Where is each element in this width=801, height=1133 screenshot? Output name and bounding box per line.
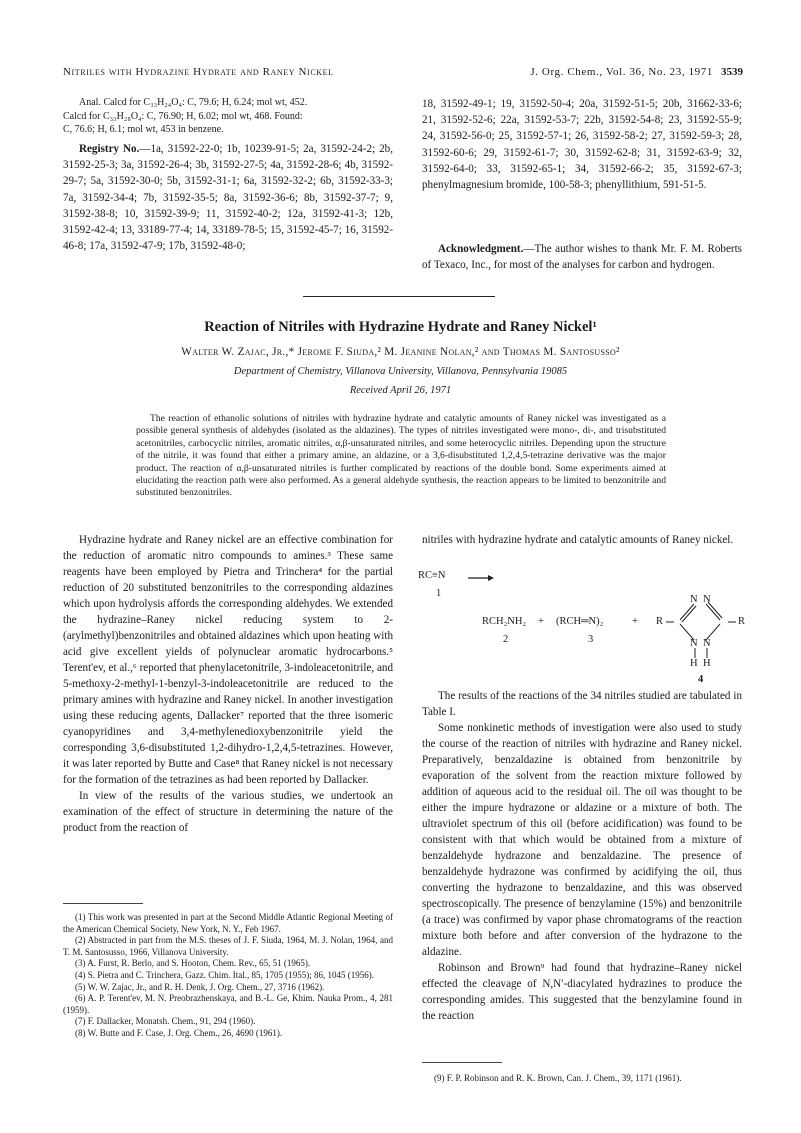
hydrogen-atom: H: [690, 658, 698, 669]
reaction-scheme: [418, 566, 748, 686]
article-affiliation: Department of Chemistry, Villanova University, Villanova, Pennsylvania 19085: [233, 366, 568, 377]
ring-nitrogen: N: [690, 594, 698, 605]
footnote: (1) This work was presented in part at the Second Middle Atlantic Regional Meeting of the American Chemical Society, New York, N. Y., Feb 1967.: [63, 912, 393, 934]
article-separator: [303, 296, 495, 297]
footnote-rule: [63, 903, 143, 904]
acknowledgment: [422, 241, 742, 273]
page-number: 3539: [721, 66, 743, 78]
scheme-graphics: [418, 566, 748, 691]
substituent-r: R: [656, 616, 664, 627]
compound-number: 2: [503, 634, 509, 645]
plus-sign: +: [538, 616, 544, 627]
journal-citation: J. Org. Chem., Vol. 36, No. 23, 1971: [530, 66, 713, 78]
product-amine: RCH₂NH₂: [482, 616, 527, 627]
ring-nitrogen: N: [690, 638, 698, 649]
abstract: The reaction of ethanolic solutions of nitriles with hydrazine hydrate and catalytic amounts of Raney nickel was investigated as a possible general synthesis of aldehydes (isolated as the aldazines). The types of nitriles investigated were mono-, di-, and trisubstituted acetonitriles, carbocyclic nitriles, aromatic nitriles, α,β-unsaturated nitriles, and some heterocyclic nitriles. Depending upon the structure of the nitrile, it was found that either a primary amine, an aldazine, or a 3,6-disubstituted 1,2,4,5-tetrazine derivative was the major product. The reaction of α,β-unsaturated nitriles is further complicated by reactions of the double bond. Some experiments aimed at elucidating the reaction path were also performed. As a general aldehyde synthesis, the reaction appears to be limited to benzonitrile and substituted benzonitriles.: [136, 413, 666, 499]
registry-label: Registry No.: [79, 143, 140, 155]
body-paragraph: The results of the reactions of the 34 nitriles studied are tabulated in Table I.: [422, 690, 742, 718]
product-aldazine: (RCH═N)₂: [556, 616, 604, 627]
substituent-r: R: [738, 616, 746, 627]
body-paragraph: In view of the results of the various studies, we undertook an examination of the effect of structure in determining the nature of the product from the reaction of: [63, 790, 393, 834]
body-right-intro: [422, 532, 742, 548]
footnote: (3) A. Furst, R. Berlo, and S. Hooton, Chem. Rev., 65, 51 (1965).: [75, 958, 311, 969]
reaction-arrowhead: [488, 575, 494, 581]
footnote: (2) Abstracted in part from the M.S. theses of J. F. Siuda, 1964, M. J. Nolan, 1964, and T. M. Santosusso, 1966, Villanova University.: [63, 935, 393, 957]
footnote: (5) W. W. Zajac, Jr., and R. H. Denk, J. Org. Chem., 27, 3716 (1962).: [75, 981, 325, 992]
analysis-line: Calcd for C₃₃H₂₈O₄: C, 76.90; H, 6.02; mol wt, 468. Found:: [63, 110, 303, 122]
body-paragraph: nitriles with hydrazine hydrate and catalytic amounts of Raney nickel.: [422, 534, 734, 546]
compound-number: 1: [436, 588, 442, 599]
analysis-line: Anal. Calcd for C₃₃H₂₄O₄: C, 79.6; H, 6.24; mol wt, 452.: [79, 97, 308, 108]
body-paragraph: Robinson and Brown⁹ had found that hydrazine–Raney nickel effected the cleavage of N,N′-diacylated hydrazines to produce the corresponding amides. This suggested that the benzylamine found in the reaction: [422, 962, 742, 1022]
reactant-nitrile: RC≡N: [418, 570, 446, 581]
ring-nitrogen: N: [703, 594, 711, 605]
prev-analysis-block: [63, 96, 393, 137]
article-authors: Walter W. Zajac, Jr.,* Jerome F. Siuda,² M. Jeanine Nolan,² and Thomas M. Santosusso²: [181, 346, 620, 358]
tetrazine-ring: [666, 602, 736, 658]
article-title: Reaction of Nitriles with Hydrazine Hydrate and Raney Nickel¹: [204, 319, 597, 335]
body-left-column: [63, 532, 393, 836]
received-date: Received April 26, 1971: [349, 385, 452, 396]
footnote-rule: [422, 1062, 502, 1063]
body-paragraph: Hydrazine hydrate and Raney nickel are an effective combination for the reduction of aromatic nitro compounds to amines.³ These same reagents have been employed by Pietra and Trinchera⁴ for the partial reduction of 20 substituted benzonitriles to the corresponding aldazines which upon hydrolysis affords the corresponding aldehydes. We extended the hydrazine–Raney nickel reducing system to 2-(arylmethyl)benzonitriles and obtained aldazines which upon heating with acid give excellent yields of polynuclear aromatic hydrocarbons.⁵ Terent'ev, et al.,⁶ reported that phenylacetonitrile, 3-indoleacetonitrile, and 5-methoxy-2-methyl-1-benzyl-3-indoleacetonitrile are reduced to the primary amines with hydrazine and Raney nickel. In another investigation using these reducing agents, Dallacker⁷ reported that the three isomeric cyanopyridines and 3,4-methylenedioxybenzonitrile yield the corresponding 3,6-disubstituted 1,2-dihydro-1,2,4,5-tetrazines. However, it was later reported by Butte and Case⁸ that Raney nickel is not necessary for the formation of the tetrazines as had been reported by Dallacker.: [63, 534, 393, 786]
footnotes: [63, 912, 393, 1040]
body-right-column: [422, 688, 742, 1024]
hydrogen-atom: H: [703, 658, 711, 669]
registry-list: —1a, 31592-22-0; 1b, 10239-91-5; 2a, 31592-24-2; 2b, 31592-25-3; 3a, 31592-26-4; 3b, 31592-27-5; 4a, 31592-28-6; 4b, 31592-29-7; 5a, 31592-30-0; 5b, 31592-31-1; 6a, 31592-32-2; 6b, 31592-33-3; 7a, 31592-34-4; 7b, 31592-35-5; 8a, 31592-36-6; 8b, 31592-37-7; 9, 31592-38-8; 10, 31592-39-9; 11, 31592-40-2; 12a, 31592-41-3; 12b, 31592-42-4; 13, 33189-77-4; 14, 33189-78-5; 15, 31592-45-7; 16, 31592-46-8; 17a, 31592-47-9; 17b, 31592-48-0;: [63, 143, 394, 253]
footnote: (9) F. P. Robinson and R. K. Brown, Can. J. Chem., 39, 1171 (1961).: [434, 1073, 682, 1083]
footnote: (6) A. P. Terent'ev, M. N. Preobrazhenskaya, and B.-L. Ge, Khim. Nauka Prom., 4, 281 (1959).: [63, 993, 393, 1015]
running-header-journal: [530, 66, 743, 78]
running-header-title: Nitriles with Hydrazine Hydrate and Raney Nickel: [63, 66, 334, 78]
compound-number: 3: [588, 634, 594, 645]
body-paragraph: Some nonkinetic methods of investigation were also used to study the course of the reaction of nitriles with hydrazine and Raney nickel. Preparatively, benzaldazine is obtained from benzonitrile by evaporation of the solvent from the reaction mixture followed by addition of aqueous acid to the residual oil. The oil was thought to be either the impure hydrazone or aldazine or a mixture of both. The ultraviolet spectrum of this oil (before acidification) was found to be consistent with that which would be obtained from a mixture of benzaldehyde hydrazone and benzaldazine. The presence of benzaldehyde hydrazone was confirmed by acidifying the oil, thus converting the hydrazone to benzaldazine, and this was observed spectroscopically. The presence of benzylamine (15%) and benzonitrile (a trace) was confirmed by vapor phase chromatograms of the reaction mixture both before and after conversion of the hydrazone to the aldazine.: [422, 722, 742, 958]
footnote: (4) S. Pietra and C. Trinchera, Gazz. Chim. Ital., 85, 1705 (1955); 86, 1045 (1956).: [75, 969, 374, 980]
plus-sign: +: [632, 616, 638, 627]
registry-numbers-left: [63, 141, 393, 254]
acknowledgment-label: Acknowledgment.: [438, 243, 524, 255]
footnote: (8) W. Butte and F. Case, J. Org. Chem., 26, 4690 (1961).: [75, 1027, 283, 1038]
registry-numbers-right: 18, 31592-49-1; 19, 31592-50-4; 20a, 31592-51-5; 20b, 31662-33-6; 21, 31592-52-6; 22a, 31592-53-7; 22b, 31592-54-8; 23, 31592-55-9; 24, 31592-56-0; 25, 31592-57-1; 26, 31592-58-2; 27, 31592-59-3; 28, 31592-60-6; 29, 31592-61-7; 30, 31592-62-8; 31, 31592-63-9; 32, 31592-64-0; 33, 31592-65-1; 34, 31592-66-2; 35, 31592-67-3; phenylmagnesium bromide, 100-58-3; phenyllithium, 591-51-5.: [422, 98, 742, 192]
acknowledgment-text: —The author wishes to thank Mr. F. M. Roberts of Texaco, Inc., for most of the analyses for carbon and hydrogen.: [422, 243, 742, 271]
analysis-line: C, 76.6; H, 6.1; mol wt, 453 in benzene.: [63, 124, 224, 135]
footnote: (7) F. Dallacker, Monatsh. Chem., 91, 294 (1960).: [75, 1016, 256, 1027]
compound-number: 4: [698, 674, 704, 685]
ring-nitrogen: N: [703, 638, 711, 649]
